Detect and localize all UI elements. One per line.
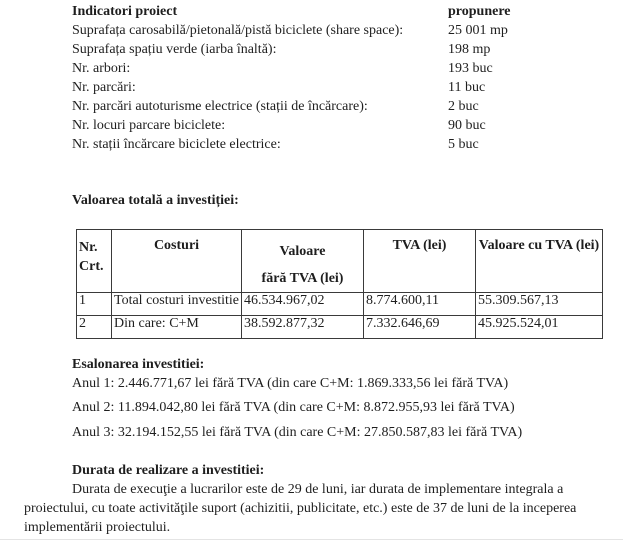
table-row <box>77 316 603 339</box>
header-value <box>242 230 364 293</box>
investment-table <box>76 229 603 339</box>
cell-value: 38.592.877,32 <box>242 316 364 339</box>
header-value-line1: Valoare <box>279 244 326 259</box>
table-row <box>77 293 603 316</box>
indicators-value-header: propunere <box>448 4 511 19</box>
cell-vat: 8.774.600,11 <box>364 293 476 316</box>
cell-vat: 7.332.646,69 <box>364 316 476 339</box>
duration-line-1: Durata de execuţie a lucrarilor este de 29 de luni, iar durata de implementare integrala a <box>72 482 564 497</box>
indicator-label: Nr. arbori: <box>72 61 131 76</box>
header-costs: Costuri <box>112 230 242 293</box>
header-nr-line1: Nr. <box>79 240 98 255</box>
indicator-label: Suprafața spațiu verde (iarba înaltă): <box>72 42 277 57</box>
header-nr-line2: Crt. <box>79 259 104 274</box>
indicator-label: Nr. parcări autoturisme electrice (stații de încărcare): <box>72 99 368 114</box>
duration-line-2: proiectului, cu toate activităţile suport (achizitii, publicitate, etc.) este de 37 de luni de la inceperea <box>24 501 577 516</box>
duration-line-3: implementării proiectului. <box>24 520 171 535</box>
indicator-value: 25 001 mp <box>448 23 508 38</box>
cell-costs: Din care: C+M <box>112 316 242 339</box>
indicator-value: 11 buc <box>448 80 486 95</box>
duration-title: Durata de realizare a investitiei: <box>72 463 265 478</box>
schedule-year-2: Anul 2: 11.894.042,80 lei fără TVA (din care C+M: 8.872.955,93 lei fără TVA) <box>72 400 515 415</box>
indicator-label: Nr. parcări: <box>72 80 136 95</box>
indicator-value: 5 buc <box>448 137 479 152</box>
investment-value-title: Valoarea totală a investiției: <box>72 193 239 208</box>
header-value-line2: fără TVA (lei) <box>261 271 344 286</box>
schedule-year-1: Anul 1: 2.446.771,67 lei fără TVA (din care C+M: 1.869.333,56 lei fără TVA) <box>72 376 509 391</box>
indicator-value: 193 buc <box>448 61 493 76</box>
indicator-value: 90 buc <box>448 118 486 133</box>
cell-value: 46.534.967,02 <box>242 293 364 316</box>
cell-value-with-vat: 55.309.567,13 <box>476 293 603 316</box>
indicator-value: 2 buc <box>448 99 479 114</box>
header-nr-crt <box>77 230 112 293</box>
indicator-label: Nr. stații încărcare biciclete electrice: <box>72 137 281 152</box>
schedule-year-3: Anul 3: 32.194.152,55 lei fără TVA (din care C+M: 27.850.587,83 lei fără TVA) <box>72 425 523 440</box>
indicator-value: 198 mp <box>448 42 491 57</box>
indicators-title: Indicatori proiect <box>72 4 178 19</box>
schedule-title: Esalonarea investitiei: <box>72 357 205 372</box>
header-vat: TVA (lei) <box>364 230 476 293</box>
cell-costs: Total costuri investitie <box>112 293 242 316</box>
cell-nr: 2 <box>77 316 112 339</box>
indicator-label: Nr. locuri parcare biciclete: <box>72 118 226 133</box>
page-bottom-divider <box>0 539 623 540</box>
table-header-row <box>77 230 603 293</box>
cell-value-with-vat: 45.925.524,01 <box>476 316 603 339</box>
header-value-with-vat: Valoare cu TVA (lei) <box>476 230 603 293</box>
cell-nr: 1 <box>77 293 112 316</box>
indicator-label: Suprafața carosabilă/pietonală/pistă biciclete (share space): <box>72 23 404 38</box>
